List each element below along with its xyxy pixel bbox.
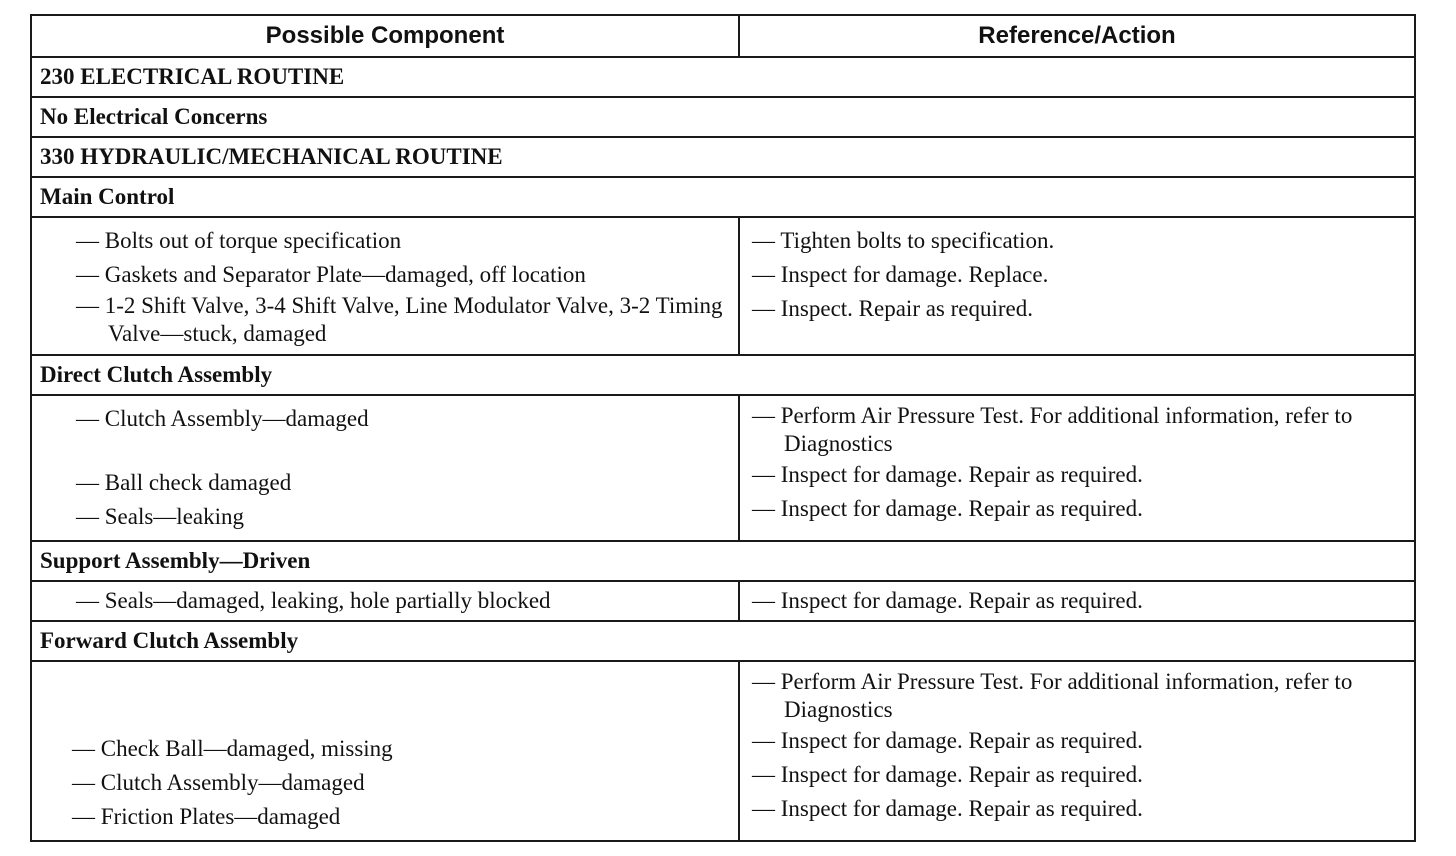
action-item: — Inspect for damage. Repair as required. [752, 462, 1143, 487]
section-title: Forward Clutch Assembly [31, 621, 1415, 661]
component-item: — Friction Plates—damaged [72, 804, 341, 829]
action-cell [739, 217, 1415, 355]
section-title: Direct Clutch Assembly [31, 355, 1415, 395]
section-row [31, 97, 1415, 137]
component-cell [31, 661, 739, 841]
action-item: — Tighten bolts to specification. [752, 228, 1055, 253]
section-body-row [31, 581, 1415, 621]
action-item: — Inspect for damage. Repair as required. [752, 762, 1143, 787]
section-title: Support Assembly—Driven [31, 541, 1415, 581]
action-item: — Inspect for damage. Replace. [752, 262, 1049, 287]
action-item: — Inspect for damage. Repair as required. [752, 496, 1143, 521]
action-item: — Perform Air Pressure Test. For additional information, refer to Diagnostics [752, 403, 1353, 456]
action-item: — Inspect for damage. Repair as required. [752, 728, 1143, 753]
component-item: — 1-2 Shift Valve, 3-4 Shift Valve, Line Modulator Valve, 3-2 Timing Valve—stuck, damaged [76, 293, 723, 346]
row-spacer [76, 436, 730, 466]
section-row [31, 137, 1415, 177]
diagnosis-table [30, 14, 1416, 842]
header-row [31, 15, 1415, 57]
header-possible-component: Possible Component [31, 15, 739, 57]
action-item: — Inspect for damage. Repair as required. [752, 796, 1143, 821]
section-row [31, 541, 1415, 581]
component-item: — Seals—leaking [76, 504, 244, 529]
component-cell [31, 217, 739, 355]
action-item: — Perform Air Pressure Test. For additional information, refer to Diagnostics [752, 669, 1353, 722]
row-spacer [72, 668, 730, 732]
component-cell [31, 581, 739, 621]
section-title: Main Control [31, 177, 1415, 217]
action-cell [739, 581, 1415, 621]
section-title: No Electrical Concerns [31, 97, 1415, 137]
action-item: — Inspect for damage. Repair as required. [752, 588, 1143, 613]
section-title: 330 HYDRAULIC/MECHANICAL ROUTINE [31, 137, 1415, 177]
section-row [31, 355, 1415, 395]
section-body-row [31, 217, 1415, 355]
section-row [31, 621, 1415, 661]
section-row [31, 57, 1415, 97]
section-title: 230 ELECTRICAL ROUTINE [31, 57, 1415, 97]
component-item: — Bolts out of torque specification [76, 228, 402, 253]
component-item: — Gaskets and Separator Plate—damaged, off location [76, 262, 586, 287]
component-cell [31, 395, 739, 541]
component-item: — Ball check damaged [76, 470, 292, 495]
action-item: — Inspect. Repair as required. [752, 296, 1034, 321]
section-body-row [31, 661, 1415, 841]
action-cell [739, 661, 1415, 841]
header-reference-action: Reference/Action [739, 15, 1415, 57]
component-item: — Clutch Assembly—damaged [72, 770, 365, 795]
component-item: — Clutch Assembly—damaged [76, 406, 369, 431]
section-body-row [31, 395, 1415, 541]
action-cell [739, 395, 1415, 541]
component-item: — Check Ball—damaged, missing [72, 736, 393, 761]
component-item: — Seals—damaged, leaking, hole partially blocked [76, 588, 551, 613]
section-row [31, 177, 1415, 217]
